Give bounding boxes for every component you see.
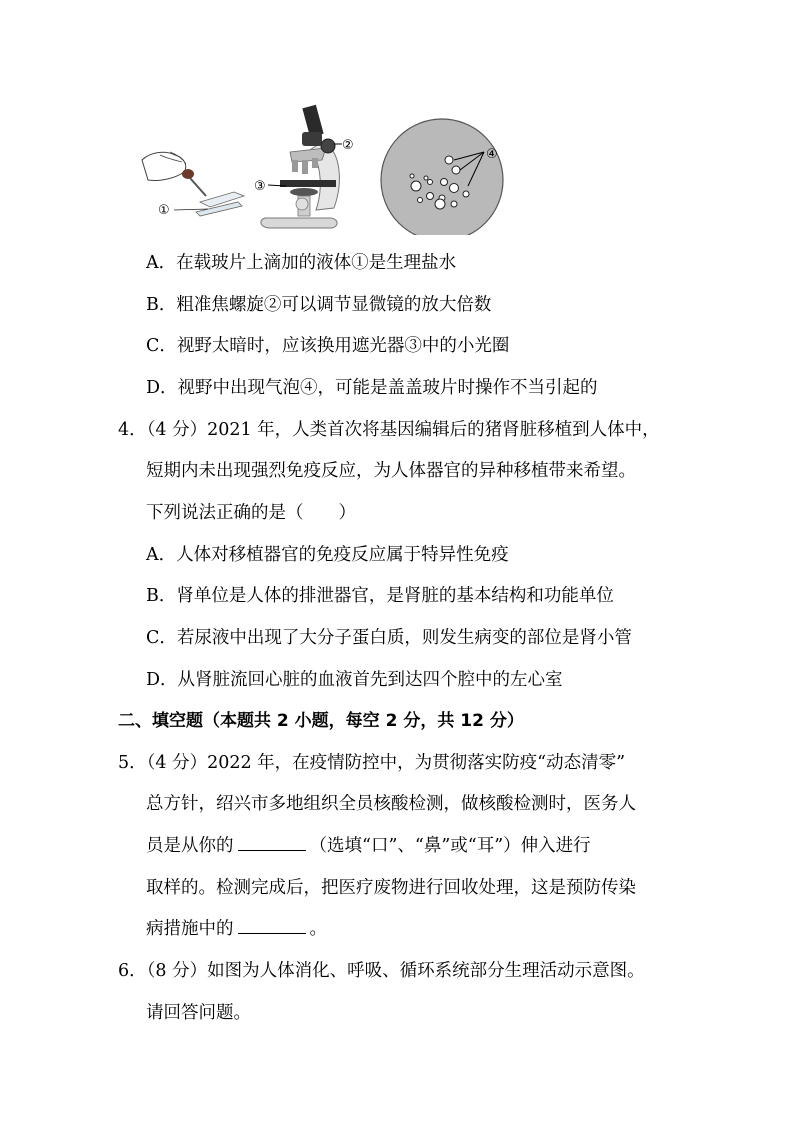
q5-line3-before-blank: 员是从你的 <box>146 836 234 856</box>
q5-line5-after-blank: 。 <box>309 919 327 939</box>
q4-option-b: B．肾单位是人体的排泄器官，是肾脏的基本结构和功能单位 <box>146 586 614 606</box>
q5-line5-before-blank: 病措施中的 <box>146 919 234 939</box>
q4-option-d: D．从肾脏流回心脏的血液首先到达四个腔中的左心室 <box>146 670 563 690</box>
q3-option-b: B．粗准焦螺旋②可以调节显微镜的放大倍数 <box>146 295 492 315</box>
answer-blank-2[interactable] <box>238 919 306 934</box>
q3-option-d: D．视野中出现气泡④，可能是盖盖玻片时操作不当引起的 <box>146 378 598 398</box>
q5-stem-line1: 5．（4 分）2022 年，在疫情防控中，为贯彻落实防疫“动态清零” <box>118 753 626 773</box>
answer-blank-1[interactable] <box>238 836 306 851</box>
q5-stem-line2: 总方针，绍兴市多地组织全员核酸检测，做核酸检测时，医务人 <box>146 794 636 814</box>
label-2: ② <box>342 138 354 153</box>
q4-stem-line1: 4．（4 分）2021 年，人类首次将基因编辑后的猪肾脏移植到人体中， <box>118 420 660 440</box>
q4-stem-line3: 下列说法正确的是（ ） <box>146 503 356 523</box>
q4-option-a: A．人体对移植器官的免疫反应属于特异性免疫 <box>146 545 509 565</box>
q5-line3-after-blank: （选填“口”、“鼻”或“耳”）伸入进行 <box>309 836 591 856</box>
q3-option-a: A．在载玻片上滴加的液体①是生理盐水 <box>146 253 457 273</box>
q3-option-c: C．视野太暗时，应该换用遮光器③中的小光圈 <box>146 336 510 356</box>
q4-stem-line2: 短期内未出现强烈免疫反应，为人体器官的异种移植带来希望。 <box>146 461 636 481</box>
field-of-view-illustration <box>381 119 503 235</box>
q4-option-c: C．若尿液中出现了大分子蛋白质，则发生病变的部位是肾小管 <box>146 628 632 648</box>
section-heading: 二、填空题（本题共 2 小题，每空 2 分，共 12 分） <box>118 711 524 731</box>
microscope-illustration <box>261 105 340 228</box>
label-1: ① <box>158 203 170 218</box>
q6-stem-line1: 6．（8 分）如图为人体消化、呼吸、循环系统部分生理活动示意图。 <box>118 961 645 981</box>
q5-stem-line5 <box>146 917 327 941</box>
label-3: ③ <box>254 179 266 194</box>
question-figure <box>130 100 530 235</box>
q6-stem-line2: 请回答问题。 <box>146 1003 251 1023</box>
q5-stem-line3 <box>146 834 591 858</box>
label-4: ④ <box>486 147 498 162</box>
q5-stem-line4: 取样的。检测完成后，把医疗废物进行回收处理，这是预防传染 <box>146 878 636 898</box>
